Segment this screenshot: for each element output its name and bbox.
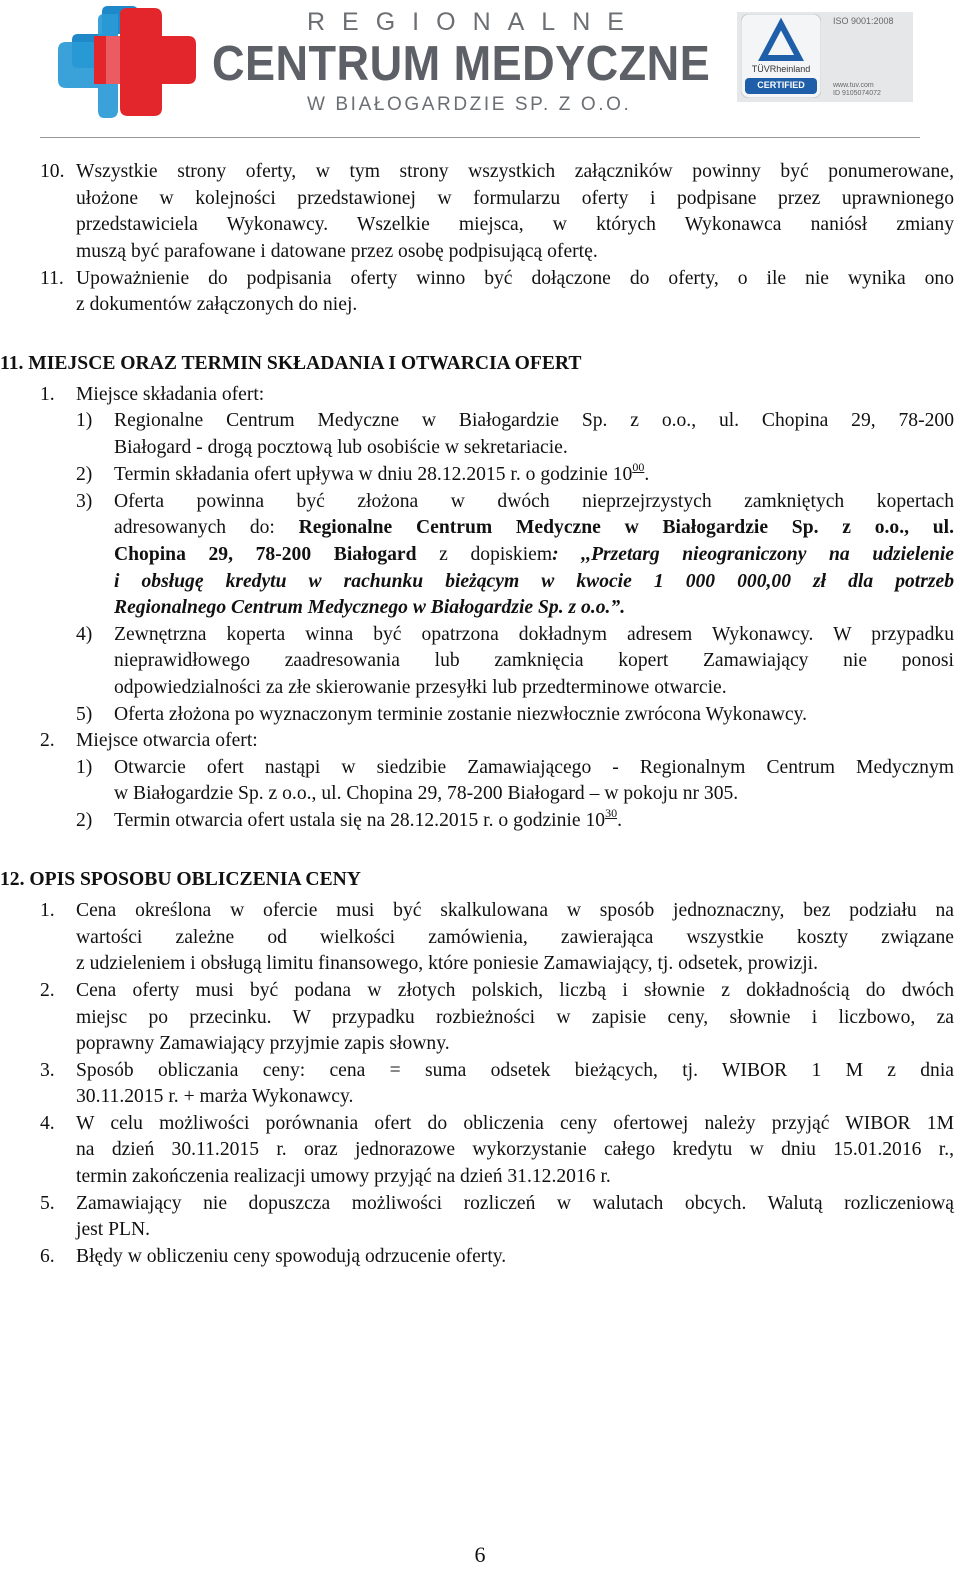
item-number: 4.	[40, 1113, 55, 1134]
text-line: Oferta złożona po wyznaczonym terminie zostanie niezwłocznie zwrócona Wykonawcy.	[114, 704, 808, 725]
address-bold: Regionalne Centrum Medyczne w Białogardzie Sp. z o.o., ul.	[298, 517, 954, 538]
text-line	[114, 515, 954, 542]
text-line: ułożone w kolejności przedstawionej w formularzu oferty i podpisane przez uprawnionego	[76, 188, 954, 209]
text-line: termin zakończenia realizacji umowy przyjąć na dzień 31.12.2016 r.	[76, 1166, 611, 1187]
text-line: poprawny Zamawiający przyjmie zapis słowny.	[76, 1033, 450, 1054]
org-name-line1: REGIONALNE	[307, 8, 641, 36]
subitem-number: 1)	[76, 757, 93, 778]
section-heading-12: 12. OPIS SPOSOBU OBLICZENIA CENY	[0, 869, 361, 890]
hour-minutes: 00	[632, 460, 645, 474]
section-heading-11: 11. MIEJSCE ORAZ TERMIN SKŁADANIA I OTWARCIA OFERT	[0, 353, 582, 374]
cert-label: CERTIFIED	[757, 80, 805, 90]
text-line: muszą być parafowane i datowane przez osobę podpisującą ofertę.	[76, 241, 598, 262]
text-line: przedstawiciela Wykonawcy. Wszelkie miejsca, w których Wykonawca naniósł zmiany	[76, 214, 954, 235]
text-line: jest PLN.	[76, 1219, 151, 1240]
text-line: Zewnętrzna koperta winna być opatrzona dokładnym adresem Wykonawcy. W przypadku	[114, 624, 954, 645]
text-line: Zamawiający nie dopuszcza możliwości rozliczeń w walutach obcych. Walutą rozliczeniową	[76, 1193, 954, 1214]
cert-www: www.tuv.com	[833, 82, 874, 89]
item-title: Miejsce otwarcia ofert:	[76, 730, 258, 751]
subitem-number: 1)	[76, 410, 93, 431]
text-line: Upoważnienie do podpisania oferty winno być dołączone do oferty, o ile nie wynika ono	[76, 268, 954, 289]
address-bold: Chopina 29, 78-200 Białogard	[114, 544, 417, 565]
item-number: 5.	[40, 1193, 55, 1214]
text-line: W celu możliwości porównania ofert do obliczenia ceny ofertowej należy przyjąć WIBOR 1M	[76, 1113, 954, 1134]
text-line: Oferta powinna być złożona w dwóch nieprzejrzystych zamkniętych kopertach	[114, 491, 954, 512]
text-line: Błędy w obliczeniu ceny spowodują odrzucenie oferty.	[76, 1246, 507, 1267]
text-line: na dzień 30.11.2015 r. oraz jednorazowe wykorzystanie całego kredytu w dniu 15.01.2016 r.,	[76, 1139, 954, 1160]
text-line: Otwarcie ofert nastąpi w siedzibie Zamawiającego - Regionalnym Centrum Medycznym	[114, 757, 954, 778]
text-line: miejsc po przecinku. W przypadku rozbieżności w zapisie ceny, słownie i liczbowo, za	[76, 1007, 954, 1028]
subitem-number: 2)	[76, 810, 93, 831]
text: .	[617, 810, 622, 831]
cert-body-name: TÜVRheinland	[751, 64, 811, 74]
text-line: Sposób obliczania ceny: cena = suma odsetek bieżących, tj. WIBOR 1 M z dnia	[76, 1060, 954, 1081]
text-line: w Białogardzie Sp. z o.o., ul. Chopina 29, 78-200 Białogard – w pokoju nr 305.	[114, 783, 739, 804]
opening-time	[114, 808, 622, 835]
item-number: 2.	[40, 980, 55, 1001]
item-number: 3.	[40, 1060, 55, 1081]
text-line: 30.11.2015 r. + marża Wykonawcy.	[76, 1086, 354, 1107]
text-line: z udzieleniem i obsługą limitu finansowego, które poniesie Zamawiający, tj. odsetek, prowizji.	[76, 953, 818, 974]
text-line	[114, 542, 954, 569]
item-number: 2.	[40, 730, 55, 751]
letterhead	[0, 0, 960, 140]
org-name-line2: CENTRUM MEDYCZNE	[212, 37, 711, 91]
text-line: Białogard - drogą pocztową lub osobiście w sekretariacie.	[114, 437, 568, 458]
cert-id: ID 9105074072	[833, 90, 881, 97]
subitem-number: 5)	[76, 704, 93, 725]
text-line: Cena określona w ofercie musi być skalkulowana w sposób jednoznaczny, bez podziału na	[76, 900, 954, 921]
text: Termin otwarcia ofert ustala się na 28.12.2015 r. o godzinie 10	[114, 810, 606, 831]
item-number: 6.	[40, 1246, 55, 1267]
subitem-number: 2)	[76, 464, 93, 485]
subitem-number: 3)	[76, 491, 93, 512]
item-title: Miejsce składania ofert:	[76, 384, 265, 405]
text-line: odpowiedzialności za złe skierowanie przesyłki lub przedterminowe otwarcie.	[114, 677, 727, 698]
medical-cross-logo-icon	[58, 6, 198, 118]
text-line: Cena oferty musi być podana w złotych polskich, liczbą i słownie z dokładnością do dwóch	[76, 980, 954, 1001]
text-line: Regionalnego Centrum Medycznego w Białogardzie Sp. z o.o.”.	[114, 597, 626, 618]
text-line: Wszystkie strony oferty, w tym strony wszystkich załączników powinny być ponumerowane,	[76, 161, 954, 182]
text-line: wartości zależne od wielkości zamówienia, zawierająca wszystkie koszty związane	[76, 927, 954, 948]
subitem-number: 4)	[76, 624, 93, 645]
header-divider	[40, 137, 920, 138]
text-line: nieprawidłowego zaadresowania lub zamknięcia kopert Zamawiający nie ponosi	[114, 650, 954, 671]
hour-minutes: 30	[605, 806, 618, 820]
item-number: 1.	[40, 900, 55, 921]
text: adresowanych do:	[114, 517, 299, 538]
text: Termin składania ofert upływa w dniu 28.12.2015 r. o godzinie 10	[114, 464, 633, 485]
text-line: Regionalne Centrum Medyczne w Białogardzie Sp. z o.o., ul. Chopina 29, 78-200	[114, 410, 954, 431]
text-line: z dokumentów załączonych do niej.	[76, 294, 358, 315]
item-number: 1.	[40, 384, 55, 405]
iso-standard: ISO 9001:2008	[833, 16, 894, 26]
org-name-line3: W BIAŁOGARDZIE SP. Z O.O.	[307, 94, 632, 115]
cert-contact	[833, 82, 881, 98]
clause-number: 10.	[40, 161, 65, 182]
submission-deadline	[114, 462, 649, 489]
page-number: 6	[474, 1542, 486, 1567]
envelope-note: : ,,Przetarg nieograniczony na udzielenie	[552, 544, 954, 565]
text: .	[644, 464, 650, 485]
clause-number: 11.	[40, 268, 64, 289]
text: z dopiskiem	[416, 544, 553, 565]
text-line: i obsługę kredytu w rachunku bieżącym w kwocie 1 000 000,00 zł dla potrzeb	[114, 571, 954, 592]
